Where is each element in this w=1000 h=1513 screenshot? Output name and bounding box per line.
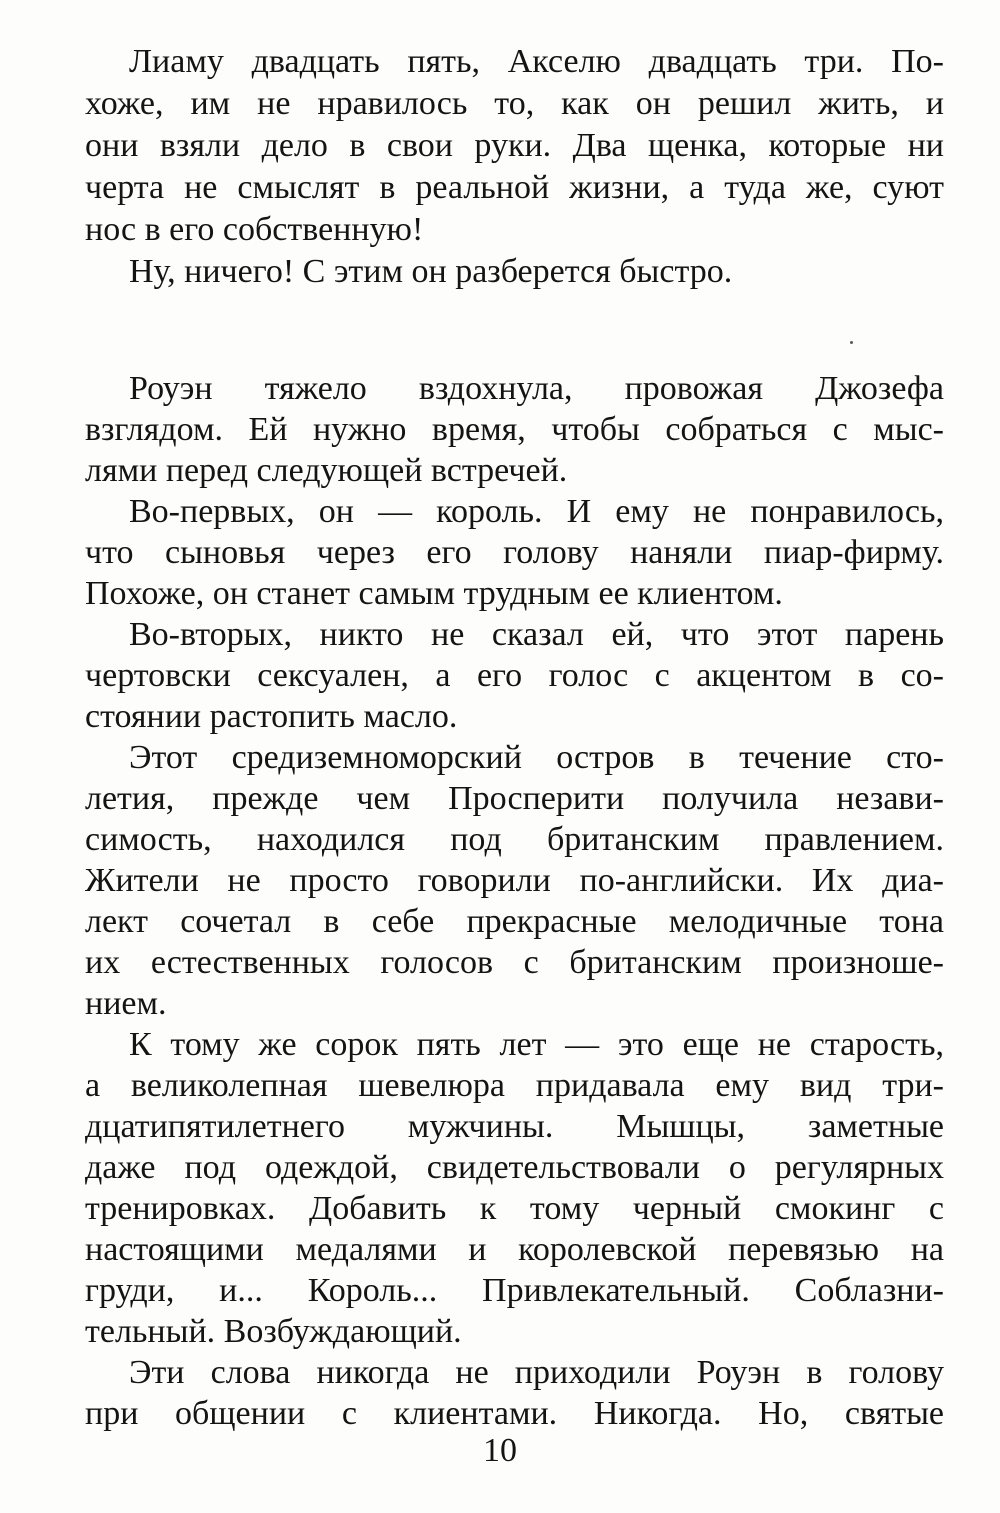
text-line-21: их естественных голосов с британским произноше- (85, 944, 944, 981)
scan-speck (850, 341, 853, 344)
text-line-11: что сыновья через его голову наняли пиар-фирму. (85, 534, 944, 571)
text-line-20: лект сочетал в себе прекрасные мелодичные тона (85, 903, 944, 940)
text-line-28: настоящими медалями и королевской перевязью на (85, 1231, 944, 1268)
text-line-18: симость, находился под британским правлением. (85, 821, 944, 858)
text-line-8: взглядом. Ей нужно время, чтобы собраться с мыс- (85, 411, 944, 448)
text-line-7: Роуэн тяжело вздохнула, провожая Джозефа (129, 370, 944, 407)
text-line-24: а великолепная шевелюра придавала ему вид три- (85, 1067, 944, 1104)
text-line-23: К тому же сорок пять лет — это еще не старость, (129, 1026, 944, 1063)
text-line-6: Ну, ничего! С этим он разберется быстро. (129, 253, 733, 290)
text-line-10: Во-первых, он — король. И ему не понравилось, (129, 493, 944, 530)
text-line-15: стоянии растопить масло. (85, 698, 458, 735)
text-line-4: черта не смыслят в реальной жизни, а туда же, суют (85, 169, 944, 206)
text-line-17: летия, прежде чем Просперити получила незави- (85, 780, 944, 817)
text-line-30: тельный. Возбуждающий. (85, 1313, 462, 1350)
text-line-25: дцатипятилетнего мужчины. Мышцы, заметные (85, 1108, 944, 1145)
text-line-27: тренировках. Добавить к тому черный смокинг с (85, 1190, 944, 1227)
text-line-22: нием. (85, 985, 167, 1022)
text-line-13: Во-вторых, никто не сказал ей, что этот парень (129, 616, 944, 653)
text-line-32: при общении с клиентами. Никогда. Но, святые (85, 1395, 944, 1432)
text-line-5: нос в его собственную! (85, 211, 424, 248)
text-line-14: чертовски сексуален, а его голос с акцентом в со- (85, 657, 944, 694)
text-line-19: Жители не просто говорили по-английски. Их диа- (85, 862, 944, 899)
text-line-29: груди, и... Король... Привлекательный. Соблазни- (85, 1272, 944, 1309)
text-line-16: Этот средиземноморский остров в течение сто- (129, 739, 944, 776)
text-line-26: даже под одеждой, свидетельствовали о регулярных (85, 1149, 944, 1186)
text-line-1: Лиаму двадцать пять, Акселю двадцать три. По- (129, 43, 944, 80)
text-line-9: лями перед следующей встречей. (85, 452, 568, 489)
text-line-2: хоже, им не нравилось то, как он решил жить, и (85, 85, 944, 122)
text-line-31: Эти слова никогда не приходили Роуэн в голову (129, 1354, 944, 1391)
page-number: 10 (483, 1432, 517, 1469)
text-line-12: Похоже, он станет самым трудным ее клиентом. (85, 575, 783, 612)
text-line-3: они взяли дело в свои руки. Два щенка, которые ни (85, 127, 944, 164)
